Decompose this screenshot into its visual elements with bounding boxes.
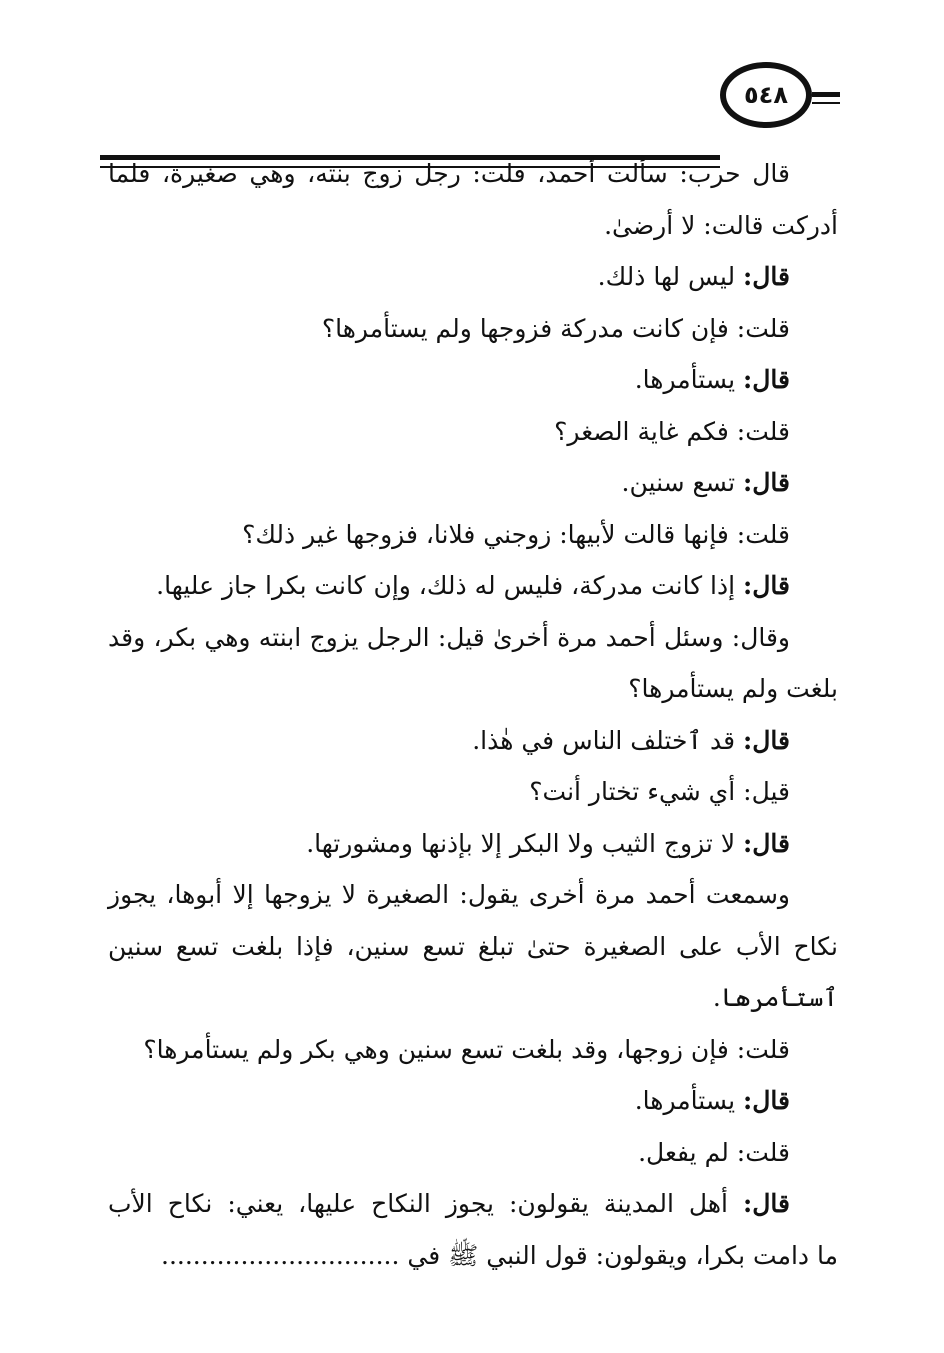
line-text: وقال: وسئل أحمد مرة أخرىٰ قيل: الرجل يزوج ابنته وهي بكر، وقد bbox=[108, 622, 790, 652]
line-text: لا تزوج الثيب ولا البكر إلا بإذنها ومشورتها. bbox=[306, 828, 744, 858]
text-line bbox=[108, 1127, 838, 1179]
line-text: قلت: لم يفعل. bbox=[638, 1137, 790, 1167]
text-line bbox=[108, 354, 838, 406]
text-line bbox=[108, 509, 838, 561]
line-text: قيل: أي شيء تختار أنت؟ bbox=[529, 777, 790, 806]
text-line bbox=[108, 612, 838, 664]
speaker-label: قال: bbox=[743, 571, 790, 600]
text-line bbox=[108, 766, 838, 818]
line-text: بلغت ولم يستأمرها؟ bbox=[628, 674, 838, 703]
text-line bbox=[108, 251, 838, 303]
line-text: يستأمرها. bbox=[634, 365, 744, 394]
text-line bbox=[108, 921, 838, 973]
text-line bbox=[108, 818, 838, 870]
text-line bbox=[108, 200, 838, 252]
text-line bbox=[108, 303, 838, 355]
text-line bbox=[108, 869, 838, 921]
line-text: قال حرب: سألت أحمد، قلت: رجل زوج بنته، وهي صغيرة، فلما bbox=[108, 159, 790, 188]
line-text: نكاح الأب على الصغيرة حتىٰ تبلغ تسع سنين، فإذا بلغت تسع سنين bbox=[108, 931, 838, 961]
line-text: قلت: فكم غاية الصغر؟ bbox=[554, 416, 790, 446]
text-line bbox=[108, 715, 838, 767]
line-text: ٱستأمرها. bbox=[712, 983, 838, 1012]
line-text: قلت: فإنها قالت لأبيها: زوجني فلانا، فزوجها غير ذلك؟ bbox=[242, 519, 790, 549]
speaker-label: قال: bbox=[743, 725, 790, 755]
line-text: ليس لها ذلك. bbox=[597, 262, 744, 291]
line-text: قلت: فإن زوجها، وقد بلغت تسع سنين وهي بكر ولم يستأمرها؟ bbox=[143, 1034, 790, 1064]
text-line bbox=[108, 1075, 838, 1127]
speaker-label: قال: bbox=[743, 1189, 790, 1218]
text-line bbox=[108, 663, 838, 715]
line-text: إذا كانت مدركة، فليس له ذلك، وإن كانت بكرا جاز عليها. bbox=[156, 571, 744, 600]
speaker-label: قال: bbox=[743, 365, 790, 394]
line-text: وسمعت أحمد مرة أخرى يقول: الصغيرة لا يزوجها إلا أبوها، يجوز bbox=[108, 880, 790, 909]
speaker-label: قال: bbox=[743, 468, 790, 497]
line-text: ما دامت بكرا، ويقولون: قول النبي ﷺ في .............................. bbox=[161, 1240, 838, 1270]
line-text: أدركت قالت: لا أرضىٰ. bbox=[604, 210, 838, 240]
header-rule-tail-thin bbox=[812, 102, 840, 104]
line-text: أهل المدينة يقولون: يجوز النكاح عليها، يعني: نكاح الأب bbox=[108, 1189, 744, 1218]
speaker-label: قال: bbox=[743, 828, 790, 858]
body-text bbox=[108, 148, 838, 1281]
page-number: ٥٤٨ bbox=[720, 62, 812, 128]
text-line bbox=[108, 1178, 838, 1230]
line-text: قد ٱختلف الناس في هٰذا. bbox=[472, 725, 744, 755]
speaker-label: قال: bbox=[743, 1086, 790, 1115]
text-line bbox=[108, 457, 838, 509]
page-header bbox=[100, 62, 840, 142]
text-line bbox=[108, 148, 838, 200]
line-text: يستأمرها. bbox=[634, 1086, 744, 1115]
text-line bbox=[108, 1024, 838, 1076]
speaker-label: قال: bbox=[743, 262, 790, 291]
text-line bbox=[108, 1230, 838, 1282]
text-line bbox=[108, 406, 838, 458]
line-text: تسع سنين. bbox=[621, 468, 744, 497]
line-text: قلت: فإن كانت مدركة فزوجها ولم يستأمرها؟ bbox=[321, 313, 790, 343]
text-line bbox=[108, 560, 838, 612]
header-rule-tail bbox=[812, 92, 840, 97]
text-line bbox=[108, 972, 838, 1024]
